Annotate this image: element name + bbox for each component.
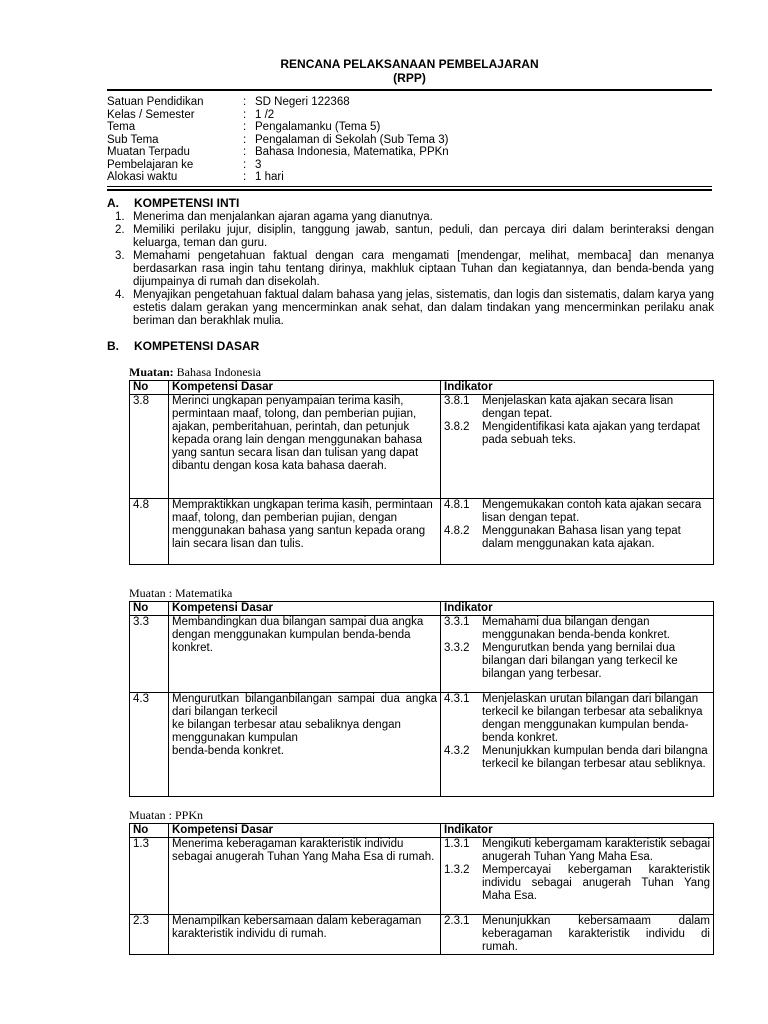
title-line-2: (RPP) bbox=[393, 71, 426, 85]
indicator-item bbox=[444, 616, 710, 642]
indicator-number: 1.3.1 bbox=[444, 838, 470, 850]
cell-kd: Menampilkan kebersamaan dalam keberagaman karakteristik individu di rumah. bbox=[169, 915, 441, 955]
indicator-text: Menunjukkan kebersamaam dalam keberagaman karakteristik individu di rumah. bbox=[482, 915, 710, 953]
section-a-heading bbox=[107, 197, 239, 210]
identity-colon: : bbox=[243, 121, 247, 133]
identity-value: 1 /2 bbox=[255, 108, 275, 121]
cell-no: 3.8 bbox=[130, 395, 169, 499]
indicator-text: Mempercayai kebergaman karakteristik individu sebagai anugerah Tuhan Yang Maha Esa. bbox=[482, 864, 710, 902]
indicator-text: Menunjukkan kumpulan benda dari bilangna terkecil ke bilangan terbesar atau sebliknya. bbox=[482, 745, 708, 770]
indicator-number: 4.3.2 bbox=[444, 745, 470, 757]
cell-indikator bbox=[441, 395, 714, 499]
table-row bbox=[130, 838, 714, 915]
identity-label: Kelas / Semester bbox=[107, 108, 195, 121]
identity-value: 3 bbox=[255, 158, 262, 171]
indicator-number: 2.3.1 bbox=[444, 915, 470, 927]
item-number: 1. bbox=[115, 211, 125, 223]
cell-kd bbox=[169, 693, 441, 797]
indicator-number: 4.3.1 bbox=[444, 693, 470, 705]
top-divider bbox=[107, 89, 712, 91]
cell-indikator bbox=[441, 915, 714, 955]
identity-row bbox=[107, 96, 449, 109]
muatan-label-matematika: Muatan : Matematika bbox=[129, 586, 233, 600]
title-line-1: RENCANA PELAKSANAAN PEMBELAJARAN bbox=[280, 57, 539, 71]
indicator-number: 4.8.2 bbox=[444, 525, 470, 537]
indicator-text: Menggunakan Bahasa lisan yang tepat dalam menggunakan kata ajakan. bbox=[482, 525, 681, 550]
table-row bbox=[130, 395, 714, 499]
column-header-indikator: Indikator bbox=[441, 602, 714, 616]
indicator-number: 3.8.2 bbox=[444, 421, 470, 433]
identity-row bbox=[107, 171, 449, 184]
kd-line: benda-benda konkret. bbox=[172, 745, 284, 757]
identity-divider-thick bbox=[107, 189, 712, 191]
table-header-row bbox=[130, 824, 714, 838]
indicator-item bbox=[444, 693, 710, 745]
table-header-row bbox=[130, 602, 714, 616]
cell-no: 4.3 bbox=[130, 693, 169, 797]
cell-kd: Merinci ungkapan penyampaian terima kasih, permintaan maaf, tolong, dan pemberian pujian, ajakan, pemberitahuan, perintah, dan petunjuk kepada orang lain dengan menggunakan bahasa yang santun secara lisan dan tulisan yang dapat dibantu dengan kosa kata bahasa daerah. bbox=[169, 395, 441, 499]
indicator-item bbox=[444, 499, 710, 525]
section-letter: A. bbox=[107, 196, 119, 210]
cell-no: 1.3 bbox=[130, 838, 169, 915]
identity-row bbox=[107, 121, 449, 134]
cell-indikator bbox=[441, 693, 714, 797]
muatan-label-bahasa-indonesia bbox=[129, 366, 261, 379]
identity-value: Pengalamanku (Tema 5) bbox=[255, 121, 381, 133]
identity-table bbox=[107, 96, 449, 184]
indicator-item bbox=[444, 745, 710, 771]
indicator-text: Memahami dua bilangan dengan menggunakan benda-benda konkret. bbox=[482, 616, 670, 641]
cell-kd: Menerima keberagaman karakteristik individu sebagai anugerah Tuhan Yang Maha Esa di rumah. bbox=[169, 838, 441, 915]
cell-indikator bbox=[441, 616, 714, 693]
indicator-number: 3.8.1 bbox=[444, 395, 470, 407]
indicator-number: 3.3.2 bbox=[444, 642, 470, 654]
identity-colon: : bbox=[243, 158, 247, 171]
indicator-item bbox=[444, 642, 710, 681]
item-number: 2. bbox=[115, 224, 125, 236]
kd-line: Mengurutkan bilanganbilangan sampai dua angka dari bilangan terkecil bbox=[172, 693, 437, 718]
indicator-item bbox=[444, 864, 710, 903]
section-b-heading bbox=[107, 340, 259, 353]
kd-table-bahasa-indonesia bbox=[129, 380, 714, 565]
identity-colon: : bbox=[243, 146, 247, 158]
cell-indikator bbox=[441, 499, 714, 565]
column-header-indikator: Indikator bbox=[441, 381, 714, 395]
indicator-text: Menjelaskan kata ajakan secara lisan dengan tepat. bbox=[482, 395, 674, 420]
kd-line: ke bilangan terbesar atau sebaliknya dengan menggunakan kumpulan bbox=[172, 719, 401, 744]
identity-value: Bahasa Indonesia, Matematika, PPKn bbox=[255, 146, 449, 158]
table-header-row bbox=[130, 381, 714, 395]
identity-label: Sub Tema bbox=[107, 133, 159, 146]
indicator-text: Mengikuti kebergamam karakteristik sebagai anugerah Tuhan Yang Maha Esa. bbox=[482, 838, 710, 863]
section-letter: B. bbox=[107, 339, 119, 353]
indicator-number: 3.3.1 bbox=[444, 616, 470, 628]
identity-value: Pengalaman di Sekolah (Sub Tema 3) bbox=[255, 133, 449, 146]
column-header-no: No bbox=[130, 381, 169, 395]
indicator-item bbox=[444, 525, 710, 551]
column-header-no: No bbox=[130, 602, 169, 616]
identity-label: Tema bbox=[107, 121, 136, 133]
muatan-label-ppkn: Muatan : PPKn bbox=[129, 808, 204, 822]
cell-indikator bbox=[441, 838, 714, 915]
indicator-text: Mengurutkan benda yang bernilai dua bilangan dari bilangan yang terkecil ke bilangan yang terbesar. bbox=[482, 642, 678, 680]
identity-value: 1 hari bbox=[255, 171, 284, 183]
item-text: Menerima dan menjalankan ajaran agama yang dianutnya. bbox=[133, 211, 433, 223]
column-header-kd: Kompetensi Dasar bbox=[169, 381, 441, 395]
indicator-number: 1.3.2 bbox=[444, 864, 470, 876]
muatan-prefix: Muatan: bbox=[129, 365, 174, 379]
identity-colon: : bbox=[243, 133, 247, 146]
muatan-subject: Bahasa Indonesia bbox=[173, 365, 261, 379]
column-header-indikator: Indikator bbox=[441, 824, 714, 838]
identity-row bbox=[107, 134, 449, 147]
item-number: 4. bbox=[115, 289, 125, 301]
cell-no: 3.3 bbox=[130, 616, 169, 693]
document-title bbox=[107, 57, 712, 85]
identity-colon: : bbox=[243, 108, 247, 121]
indicator-number: 4.8.1 bbox=[444, 499, 470, 511]
column-header-kd: Kompetensi Dasar bbox=[169, 824, 441, 838]
indicator-item bbox=[444, 838, 710, 864]
identity-row bbox=[107, 109, 449, 122]
item-number: 3. bbox=[115, 250, 125, 262]
indicator-text: Menjelaskan urutan bilangan dari bilangan terkecil ke bilangan terbesar ata sebaliknya dengan menggunakan kumpulan benda-benda konkret. bbox=[482, 693, 703, 744]
column-header-kd: Kompetensi Dasar bbox=[169, 602, 441, 616]
cell-kd: Membandingkan dua bilangan sampai dua angka dengan menggunakan kumpulan benda-benda konkret. bbox=[169, 616, 441, 693]
table-row bbox=[130, 693, 714, 797]
section-title: KOMPETENSI INTI bbox=[134, 196, 240, 210]
item-text: Memiliki perilaku jujur, disiplin, tanggung jawab, santun, peduli, dan percaya diri dalam berinteraksi dengan keluarga, teman dan guru. bbox=[133, 224, 714, 249]
cell-no: 4.8 bbox=[130, 499, 169, 565]
cell-kd: Mempraktikkan ungkapan terima kasih, permintaan maaf, tolong, dan pemberian pujian, dengan menggunakan bahasa yang santun kepada orang lain secara lisan dan tulis. bbox=[169, 499, 441, 565]
list-item bbox=[115, 289, 714, 328]
list-item bbox=[115, 224, 714, 250]
indicator-text: Mengidentifikasi kata ajakan yang terdapat pada sebuah teks. bbox=[482, 421, 701, 446]
kompetensi-inti-list bbox=[115, 211, 714, 328]
indicator-item bbox=[444, 915, 710, 954]
section-title: KOMPETENSI DASAR bbox=[134, 339, 260, 353]
identity-label: Pembelajaran ke bbox=[107, 158, 194, 171]
indicator-item bbox=[444, 395, 710, 421]
kd-table-matematika bbox=[129, 601, 714, 797]
kd-table-ppkn bbox=[129, 823, 714, 955]
item-text: Menyajikan pengetahuan faktual dalam bahasa yang jelas, sistematis, dan logis dan sistematis, dalam karya yang estetis dalam gerakan yang mencerminkan anak sehat, dan dalam tindakan yang mencerminkan perilaku anak beriman dan berakhlak mulia. bbox=[133, 289, 714, 327]
table-row bbox=[130, 915, 714, 955]
list-item bbox=[115, 211, 714, 224]
table-row bbox=[130, 499, 714, 565]
item-text: Memahami pengetahuan faktual dengan cara mengamati [mendengar, melihat, membaca] dan menanya berdasarkan rasa ingin tahu tentang dirinya, makhluk ciptaan Tuhan dan kegiatannya, dan benda-benda yang dijumpainya di rumah dan disekolah. bbox=[133, 250, 714, 288]
column-header-no: No bbox=[130, 824, 169, 838]
identity-divider-thin bbox=[107, 186, 712, 187]
identity-label: Muatan Terpadu bbox=[107, 146, 190, 158]
identity-row bbox=[107, 146, 449, 159]
identity-colon: : bbox=[243, 171, 247, 183]
identity-value: SD Negeri 122368 bbox=[255, 96, 350, 108]
identity-label: Alokasi waktu bbox=[107, 171, 178, 183]
list-item bbox=[115, 250, 714, 289]
identity-colon: : bbox=[243, 96, 247, 108]
table-row bbox=[130, 616, 714, 693]
identity-label: Satuan Pendidikan bbox=[107, 96, 204, 108]
identity-row bbox=[107, 159, 449, 172]
indicator-text: Mengemukakan contoh kata ajakan secara lisan dengan tepat. bbox=[482, 499, 702, 524]
indicator-item bbox=[444, 421, 710, 447]
cell-no: 2.3 bbox=[130, 915, 169, 955]
